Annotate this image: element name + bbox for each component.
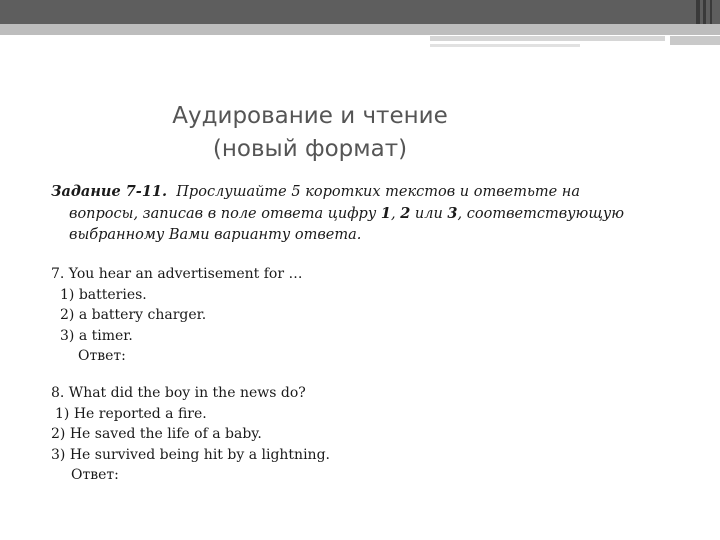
option-1: 1) batteries.	[60, 286, 147, 303]
question-text: 7. You hear an advertisement for …	[51, 266, 303, 282]
slide-title	[150, 100, 470, 166]
slide-title-line2: (новый формат)	[212, 136, 408, 162]
task-text-2b: , соответствующую	[457, 206, 625, 222]
decor-stripe	[710, 0, 712, 24]
decor-stripe	[703, 0, 706, 24]
decor-line	[670, 36, 720, 45]
task-or: или	[410, 206, 448, 222]
top-decor-subbar	[0, 24, 720, 35]
answer-label: Ответ:	[71, 467, 119, 483]
option-3: 3) a timer.	[60, 327, 133, 344]
decor-stripe	[696, 0, 700, 24]
slide-title-line1: Аудирование и чтение	[172, 103, 448, 129]
digit-2: 2	[400, 205, 411, 222]
task-label: Задание 7-11.	[51, 183, 168, 200]
question-text: 8. What did the boy in the news do?	[51, 385, 306, 401]
digit-1: 1	[380, 205, 391, 222]
digit-3: 3	[447, 205, 458, 222]
option-3: 3) He survived being hit by a lightning.	[51, 446, 330, 463]
task-line-2	[51, 203, 691, 225]
task-line-3: выбранному Вами варианту ответа.	[69, 227, 362, 243]
task-text-2: вопросы, записав в поле ответа цифру	[69, 206, 377, 222]
option-1: 1) He reported a fire.	[55, 405, 207, 422]
decor-line	[430, 44, 580, 47]
task-sep: ,	[390, 206, 401, 222]
option-2: 2) He saved the life of a baby.	[51, 426, 262, 442]
top-decor-bar	[0, 0, 720, 24]
task-line-1	[51, 181, 691, 203]
task-text-1: Прослушайте 5 коротких текстов и ответьте на	[176, 184, 580, 200]
question-8	[51, 383, 651, 486]
answer-label: Ответ:	[78, 348, 126, 364]
option-2: 2) a battery charger.	[60, 307, 207, 323]
question-7	[51, 264, 651, 367]
decor-line	[430, 36, 665, 41]
task-instructions	[51, 181, 691, 246]
